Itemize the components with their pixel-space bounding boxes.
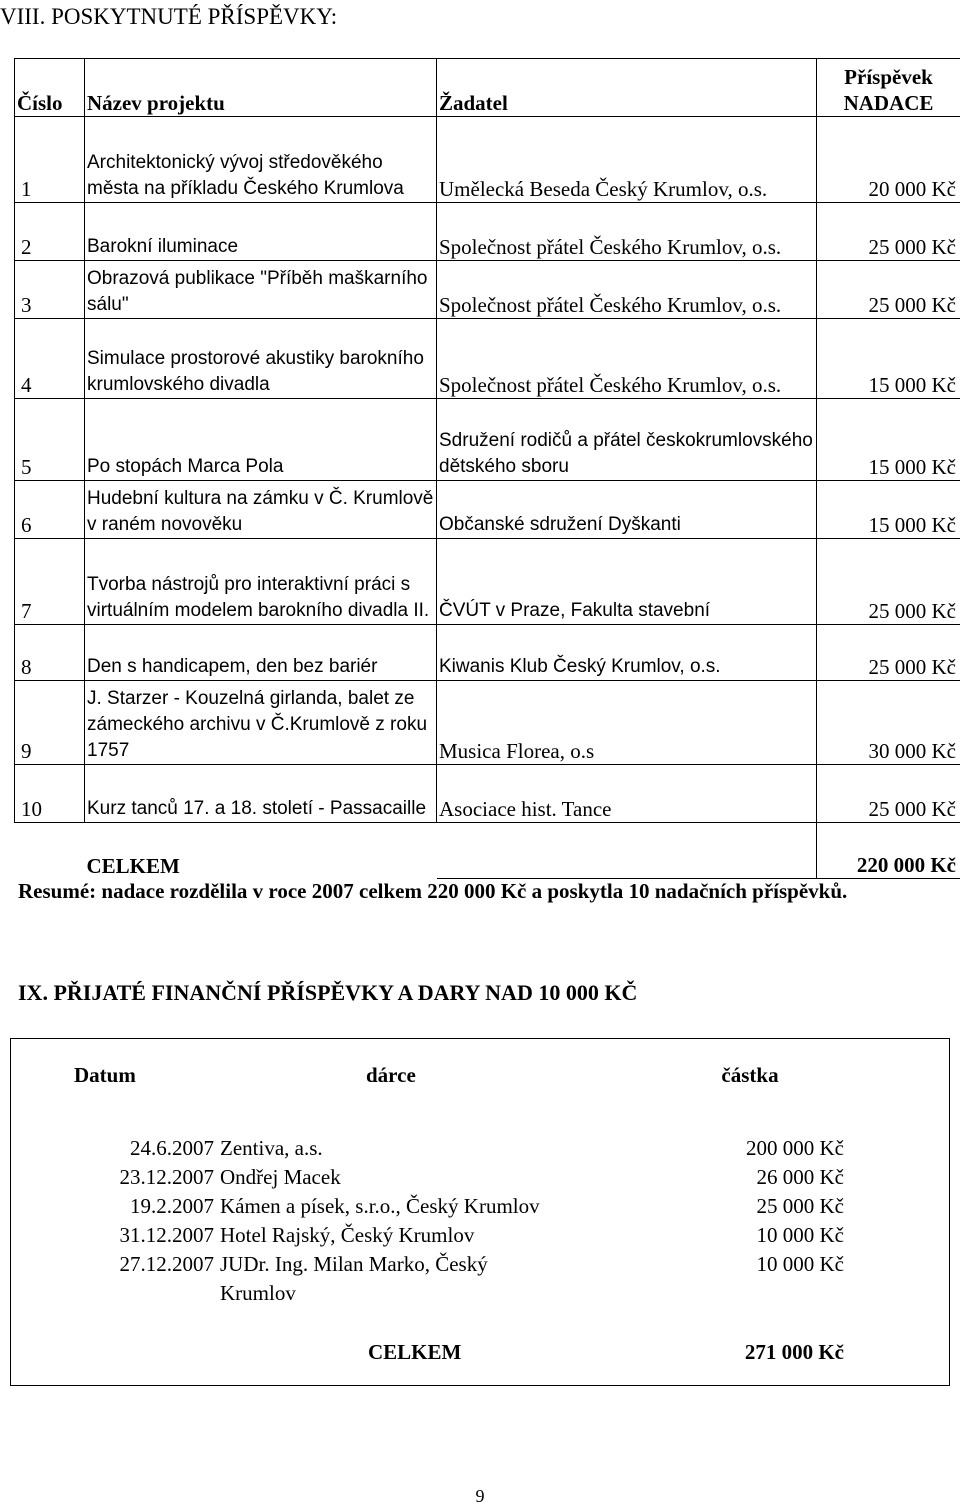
amount: 20 000 Kč <box>817 117 960 203</box>
donation-date: 19.2.2007 <box>130 1194 214 1218</box>
project-name: Obrazová publikace "Příběh maškarního sálu" <box>85 261 437 319</box>
donation-row <box>60 1250 860 1308</box>
page-number: 9 <box>475 1486 485 1506</box>
project-name: Simulace prostorové akustiky barokního krumlovského divadla <box>85 319 437 399</box>
applicant: Společnost přátel Českého Krumlov, o.s. <box>437 203 817 261</box>
header-datum: Datum <box>74 1063 136 1087</box>
row-number: 4 <box>15 319 85 399</box>
project-name: Hudební kultura na zámku v Č. Krumlově v raném novověku <box>85 481 437 539</box>
header-cislo: Číslo <box>15 59 85 117</box>
donor: Kámen a písek, s.r.o., Český Krumlov <box>220 1194 540 1218</box>
resume-text: Resumé: nadace rozdělila v roce 2007 celkem 220 000 Kč a poskytla 10 nadačních příspěvků. <box>18 879 848 903</box>
applicant: ČVÚT v Praze, Fakulta stavební <box>437 539 817 625</box>
amount: 15 000 Kč <box>817 399 960 481</box>
donor: Ondřej Macek <box>220 1165 341 1189</box>
donations-total-label: CELKEM <box>368 1340 462 1364</box>
donation-amount: 10 000 Kč <box>756 1252 844 1276</box>
header-nazev: Název projektu <box>85 59 437 117</box>
donation-amount: 26 000 Kč <box>756 1165 844 1189</box>
applicant: Umělecká Beseda Český Krumlov, o.s. <box>437 117 817 203</box>
table-row <box>15 765 960 823</box>
row-number: 5 <box>15 399 85 481</box>
row-number: 9 <box>15 681 85 765</box>
donor: Zentiva, a.s. <box>220 1136 323 1160</box>
donor: JUDr. Ing. Milan Marko, Český Krumlov <box>220 1252 488 1305</box>
applicant: Společnost přátel Českého Krumlov, o.s. <box>437 261 817 319</box>
amount: 25 000 Kč <box>817 261 960 319</box>
applicant: Musica Florea, o.s <box>437 681 817 765</box>
donations-total-row <box>60 1308 860 1367</box>
row-number: 7 <box>15 539 85 625</box>
project-name: Barokní iluminace <box>85 203 437 261</box>
donations-table <box>60 1061 860 1367</box>
table-header-row <box>15 59 960 117</box>
donation-row <box>60 1221 860 1250</box>
amount: 25 000 Kč <box>817 625 960 681</box>
amount: 25 000 Kč <box>817 539 960 625</box>
amount: 30 000 Kč <box>817 681 960 765</box>
table-row <box>15 539 960 625</box>
donor: Hotel Rajský, Český Krumlov <box>220 1223 475 1247</box>
project-name: Kurz tanců 17. a 18. století - Passacaille <box>85 765 437 823</box>
project-name: Tvorba nástrojů pro interaktivní práci s virtuálním modelem barokního divadla II. <box>85 539 437 625</box>
donation-amount: 25 000 Kč <box>756 1194 844 1218</box>
donations-header-row <box>60 1061 860 1134</box>
amount: 25 000 Kč <box>817 765 960 823</box>
donation-row <box>60 1192 860 1221</box>
donation-date: 27.12.2007 <box>119 1252 214 1276</box>
table-row <box>15 681 960 765</box>
applicant: Asociace hist. Tance <box>437 765 817 823</box>
header-castka: částka <box>721 1063 779 1087</box>
applicant: Kiwanis Klub Český Krumlov, o.s. <box>437 625 817 681</box>
row-number: 2 <box>15 203 85 261</box>
project-name: Den s handicapem, den bez bariér <box>85 625 437 681</box>
donation-amount: 200 000 Kč <box>746 1136 844 1160</box>
table-row <box>15 319 960 399</box>
header-prispevek: Příspěvek NADACE <box>817 59 960 117</box>
applicant: Společnost přátel Českého Krumlov, o.s. <box>437 319 817 399</box>
donations-total-amount: 271 000 Kč <box>744 1340 844 1364</box>
donation-date: 23.12.2007 <box>119 1165 214 1189</box>
row-number: 3 <box>15 261 85 319</box>
donation-amount: 10 000 Kč <box>756 1223 844 1247</box>
table-row <box>15 117 960 203</box>
contributions-table <box>14 58 960 879</box>
table-row <box>15 203 960 261</box>
section-heading-ix: IX. PŘIJATÉ FINANČNÍ PŘÍSPĚVKY A DARY NAD 10 000 KČ <box>18 980 638 1005</box>
header-zadatel: Žadatel <box>437 59 817 117</box>
table-row <box>15 625 960 681</box>
donation-row <box>60 1134 860 1163</box>
total-amount: 220 000 Kč <box>817 823 960 879</box>
row-number: 6 <box>15 481 85 539</box>
project-name: J. Starzer - Kouzelná girlanda, balet ze zámeckého archivu v Č.Krumlově z roku 1757 <box>85 681 437 765</box>
table-row <box>15 261 960 319</box>
amount: 25 000 Kč <box>817 203 960 261</box>
table-row <box>15 481 960 539</box>
project-name: Architektonický vývoj středověkého města na příkladu Českého Krumlova <box>85 117 437 203</box>
donation-row <box>60 1163 860 1192</box>
total-label: CELKEM <box>86 853 180 878</box>
total-row <box>15 823 960 879</box>
header-darce: dárce <box>366 1063 416 1087</box>
row-number: 8 <box>15 625 85 681</box>
project-name: Po stopách Marca Pola <box>85 399 437 481</box>
donation-date: 31.12.2007 <box>119 1223 214 1247</box>
donation-date: 24.6.2007 <box>130 1136 214 1160</box>
amount: 15 000 Kč <box>817 481 960 539</box>
section-heading-viii: VIII. POSKYTNUTÉ PŘÍSPĚVKY: <box>0 4 338 29</box>
applicant: Sdružení rodičů a přátel českokrumlovského dětského sboru <box>437 399 817 481</box>
row-number: 10 <box>15 765 85 823</box>
row-number: 1 <box>15 117 85 203</box>
applicant: Občanské sdružení Dyškanti <box>437 481 817 539</box>
table-row <box>15 399 960 481</box>
amount: 15 000 Kč <box>817 319 960 399</box>
